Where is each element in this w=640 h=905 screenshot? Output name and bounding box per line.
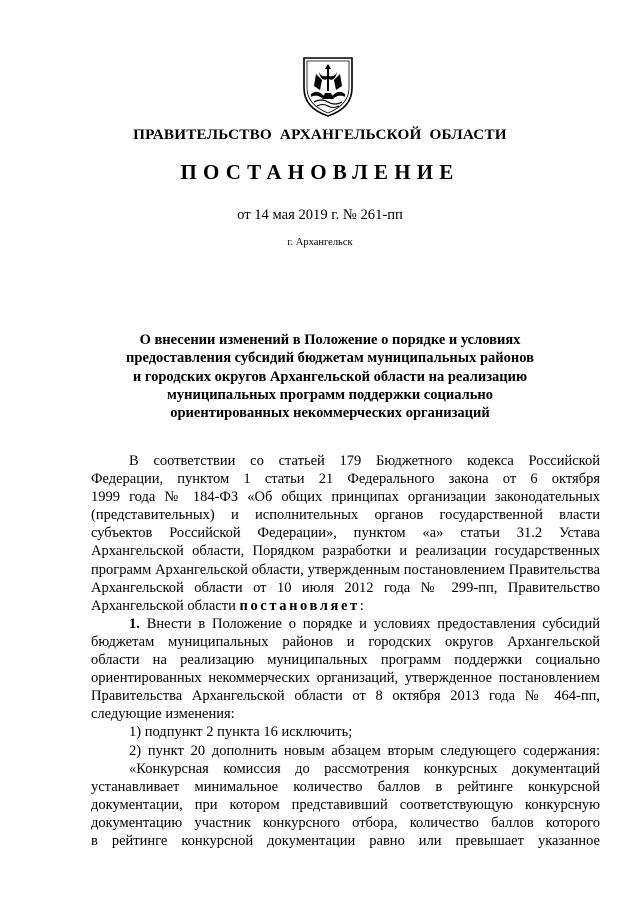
- clause-1-line: ориентированных некоммерческих организаций, утвержденное постановлением: [91, 670, 600, 687]
- item-text: подпункт 2 пункта 16 исключить;: [144, 724, 353, 741]
- coat-of-arms-emblem: [300, 52, 356, 118]
- resolves-keyword: постановляет: [239, 597, 360, 614]
- preamble-line-resolves: [91, 597, 600, 615]
- item-number: 2): [129, 742, 142, 759]
- clause-1-line: следующие изменения:: [91, 706, 235, 723]
- clause-1-line: бюджетам муниципальных районов и городских округов Архангельской: [91, 633, 600, 650]
- item-1: [91, 723, 600, 741]
- title-line: муниципальных программ поддержки социально: [167, 386, 493, 403]
- preamble-line: субъектов Российской Федерации», пунктом «а» статьи 31.2 Устава: [91, 525, 600, 542]
- preamble-line: программ Архангельской области, утвержденным постановлением Правительства: [91, 561, 600, 578]
- document-body: [91, 452, 600, 850]
- item-2: [91, 742, 600, 760]
- item-text: пункт 20 дополнить новым абзацем вторым следующего содержания:: [147, 742, 600, 759]
- preamble-line: В соответствии со статьей 179 Бюджетного кодекса Российской: [129, 453, 600, 469]
- clause-text: Внести в Положение о порядке и условиях предоставления субсидий: [146, 615, 600, 632]
- item-number: 1): [129, 724, 142, 741]
- preamble-line: Архангельской области, Порядком разработки и реализации государственных: [91, 543, 600, 560]
- preamble-line: (представительных) и исполнительных органов государственной власти: [91, 507, 600, 524]
- document-title: [100, 331, 560, 422]
- preamble-line: Федерации, пунктом 1 статьи 21 Федерального закона от 6 октября: [91, 471, 600, 488]
- title-line: ориентированных некоммерческих организаций: [170, 405, 490, 422]
- clause-1-line: [91, 615, 600, 633]
- preamble-line: Архангельской области от 10 июля 2012 года № 299-пп, Правительство: [91, 579, 600, 596]
- issuing-city: г. Архангельск: [287, 237, 353, 248]
- colon: :: [359, 597, 364, 614]
- document-type-heading: ПОСТАНОВЛЕНИЕ: [180, 160, 460, 184]
- clause-number: 1.: [129, 615, 140, 632]
- preamble-text: Архангельской области: [91, 597, 236, 614]
- title-line: О внесении изменений в Положение о порядке и условиях: [139, 332, 521, 348]
- clause-1-line: Правительства Архангельской области от 8 октября 2013 года № 464-пп,: [91, 688, 600, 705]
- quote-line: в рейтинге конкурсной документации равно или превышает указанное: [91, 832, 600, 849]
- clause-1-line: области на реализацию муниципальных программ поддержки социально: [91, 652, 600, 669]
- quote-line: документацию участник конкурсного отбора, количество баллов которого: [91, 814, 600, 831]
- title-line: и городских округов Архангельской области на реализацию: [132, 368, 528, 385]
- quote-line: «Конкурсная комиссия до рассмотрения конкурсных документаций: [129, 760, 600, 777]
- preamble-line: 1999 года № 184-ФЗ «Об общих принципах организации законодательных: [91, 489, 600, 506]
- quote-line: документации, при котором представивший соответствующую конкурсную: [91, 796, 600, 813]
- title-line: предоставления субсидий бюджетам муниципальных районов: [126, 350, 534, 367]
- quote-line: устанавливает минимальное количество баллов в рейтинге конкурсной: [91, 778, 600, 795]
- issuing-authority: ПРАВИТЕЛЬСТВО АРХАНГЕЛЬСКОЙ ОБЛАСТИ: [133, 126, 507, 143]
- document-date-number: от 14 мая 2019 г. № 261-пп: [237, 207, 403, 223]
